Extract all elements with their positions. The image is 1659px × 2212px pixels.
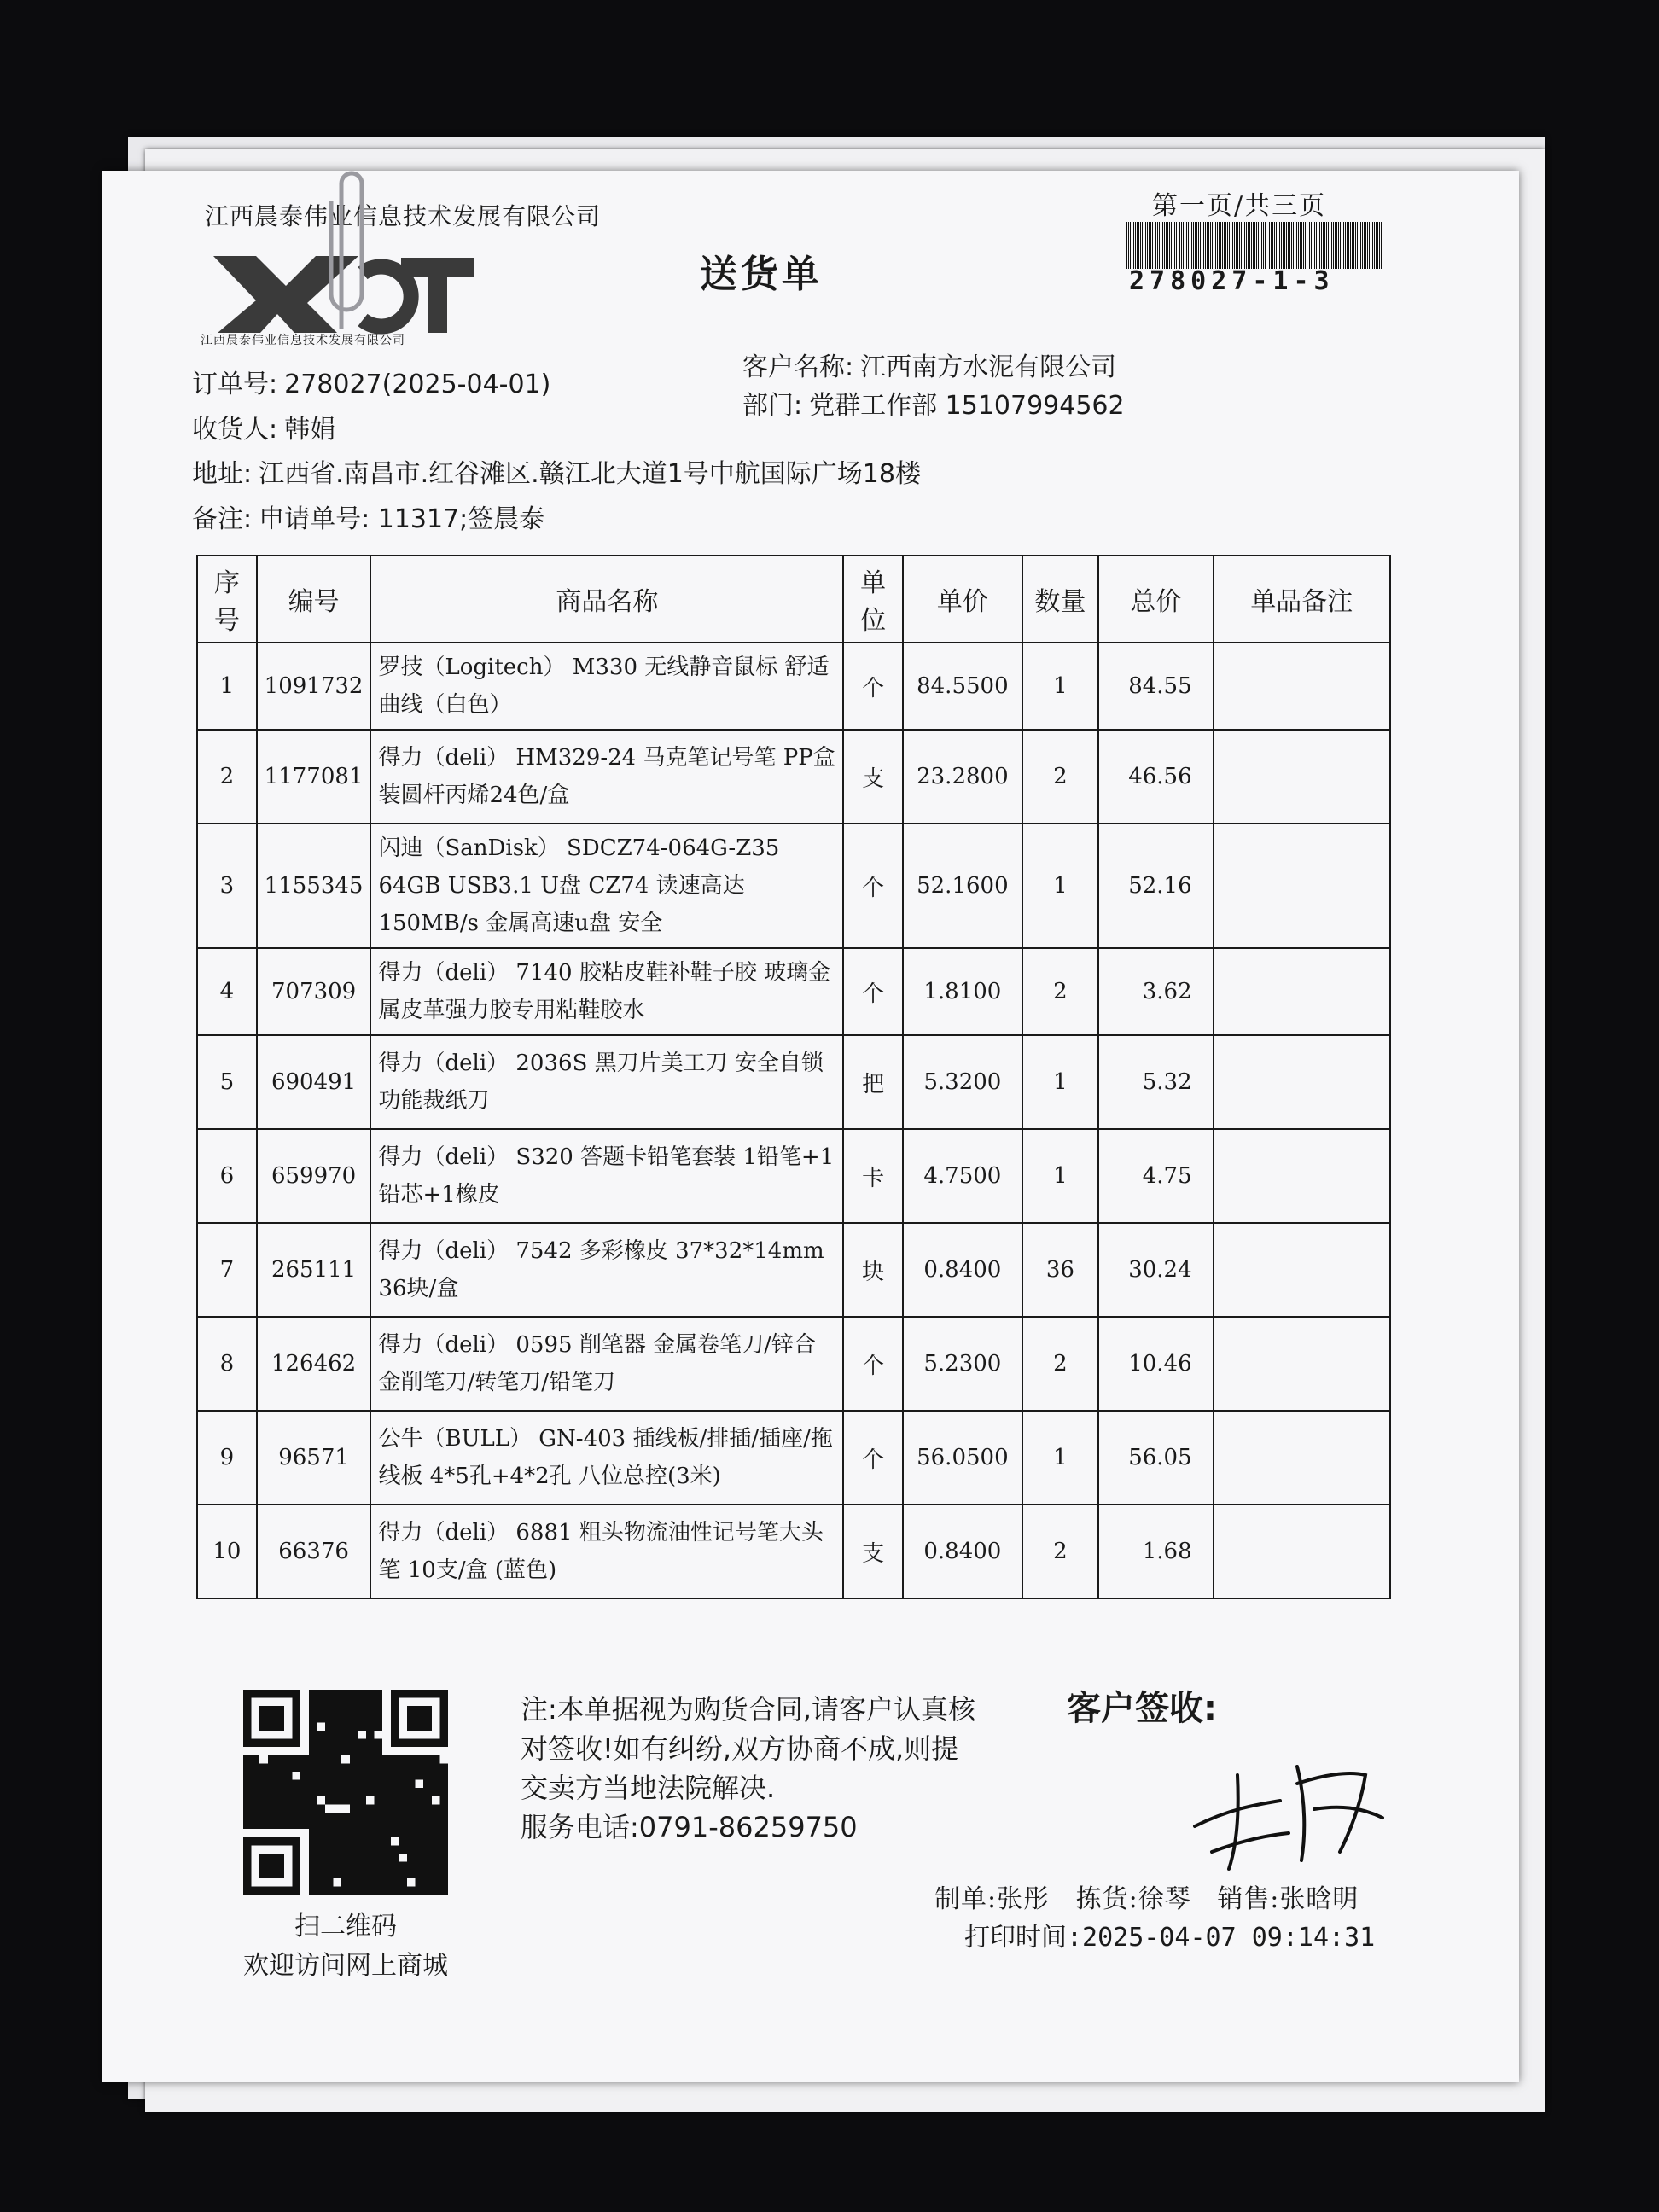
cell-qty: 2: [1022, 1505, 1098, 1598]
cell-price: 0.8400: [903, 1223, 1022, 1317]
service-phone: 服务电话:0791-86259750: [521, 1811, 858, 1843]
cell-name: 公牛（BULL） GN-403 插线板/排插/插座/拖线板 4*5孔+4*2孔 八位总控(3米): [370, 1411, 843, 1505]
cell-no: 1: [197, 643, 257, 730]
cell-unit: 支: [843, 1505, 903, 1598]
cell-unit: 个: [843, 948, 903, 1035]
cell-code: 1155345: [257, 824, 371, 948]
cell-total: 56.05: [1098, 1411, 1214, 1505]
cell-remark: [1214, 643, 1390, 730]
cell-name: 得力（deli） 6881 粗头物流油性记号笔大头笔 10支/盒 (蓝色): [370, 1505, 843, 1598]
cell-price: 23.2800: [903, 730, 1022, 824]
cell-price: 84.5500: [903, 643, 1022, 730]
cell-name: 得力（deli） 0595 削笔器 金属卷笔刀/锌合金削笔刀/转笔刀/铅笔刀: [370, 1317, 843, 1411]
picker: 拣货:徐琴: [1075, 1884, 1191, 1914]
header-price: 单价: [903, 556, 1022, 643]
cell-qty: 1: [1022, 824, 1098, 948]
paper-clip: [316, 166, 367, 337]
cell-price: 52.1600: [903, 824, 1022, 948]
cell-qty: 2: [1022, 1317, 1098, 1411]
customer-signature: [1178, 1724, 1400, 1895]
cell-no: 5: [197, 1035, 257, 1129]
cell-name: 得力（deli） 7542 多彩橡皮 37*32*14mm 36块/盒: [370, 1223, 843, 1317]
order-number: 订单号: 278027(2025-04-01): [192, 370, 551, 399]
cell-unit: 把: [843, 1035, 903, 1129]
remark: 备注: 申请单号: 11317;签晨泰: [192, 504, 545, 534]
table-row: [197, 1035, 1390, 1129]
cell-remark: [1214, 1035, 1390, 1129]
company-name: 江西晨泰伟业信息技术发展有限公司: [205, 202, 602, 230]
table-row: [197, 643, 1390, 730]
cell-code: 659970: [257, 1129, 371, 1223]
document-title: 送货单: [700, 253, 823, 296]
cell-code: 126462: [257, 1317, 371, 1411]
delivery-note: [102, 171, 1519, 2082]
contract-note: 注:本单据视为购货合同,请客户认真核 对签收!如有纠纷,双方协商不成,则提 交卖方当地法院解决. 服务电话:0791-86259750: [521, 1690, 1016, 1847]
cell-remark: [1214, 1411, 1390, 1505]
cell-no: 3: [197, 824, 257, 948]
cell-price: 4.7500: [903, 1129, 1022, 1223]
header-code: 编号: [257, 556, 371, 643]
cell-code: 690491: [257, 1035, 371, 1129]
cell-name: 罗技（Logitech） M330 无线静音鼠标 舒适曲线（白色）: [370, 643, 843, 730]
cell-no: 8: [197, 1317, 257, 1411]
qr-code: [243, 1690, 448, 1895]
cell-code: 265111: [257, 1223, 371, 1317]
cell-code: 66376: [257, 1505, 371, 1598]
cell-name: 得力（deli） 2036S 黑刀片美工刀 安全自锁功能裁纸刀: [370, 1035, 843, 1129]
barcode: [1126, 222, 1382, 269]
cell-qty: 2: [1022, 948, 1098, 1035]
cell-name: 得力（deli） HM329-24 马克笔记号笔 PP盒装圆杆丙烯24色/盒: [370, 730, 843, 824]
cell-qty: 1: [1022, 1035, 1098, 1129]
table-row: [197, 730, 1390, 824]
cell-unit: 块: [843, 1223, 903, 1317]
staff-line: [934, 1877, 1376, 1915]
receiver: 收货人: 韩娟: [192, 415, 336, 445]
table-row: [197, 948, 1390, 1035]
cell-no: 2: [197, 730, 257, 824]
cell-unit: 个: [843, 824, 903, 948]
department: 部门: 党群工作部 15107994562: [742, 391, 1125, 421]
table-row: [197, 1317, 1390, 1411]
cell-total: 84.55: [1098, 643, 1214, 730]
cell-unit: 个: [843, 643, 903, 730]
cell-remark: [1214, 948, 1390, 1035]
cell-remark: [1214, 824, 1390, 948]
cell-qty: 1: [1022, 643, 1098, 730]
cell-total: 52.16: [1098, 824, 1214, 948]
cell-remark: [1214, 1317, 1390, 1411]
cell-total: 4.75: [1098, 1129, 1214, 1223]
cell-price: 0.8400: [903, 1505, 1022, 1598]
cell-total: 1.68: [1098, 1505, 1214, 1598]
table-row: [197, 1505, 1390, 1598]
address: 地址: 江西省.南昌市.红谷滩区.赣江北大道1号中航国际广场18楼: [192, 459, 921, 489]
table-row: [197, 1411, 1390, 1505]
cell-unit: 个: [843, 1411, 903, 1505]
barcode-number: 278027-1-3: [1129, 266, 1335, 296]
cell-no: 7: [197, 1223, 257, 1317]
cell-code: 707309: [257, 948, 371, 1035]
header-no: 序号: [197, 556, 257, 643]
page-indicator: 第一页/共三页: [1152, 191, 1327, 221]
cell-code: 96571: [257, 1411, 371, 1505]
cell-no: 4: [197, 948, 257, 1035]
header-unit: 单位: [843, 556, 903, 643]
header-name: 商品名称: [370, 556, 843, 643]
table-row: [197, 824, 1390, 948]
cell-qty: 1: [1022, 1411, 1098, 1505]
cell-code: 1177081: [257, 730, 371, 824]
cell-no: 9: [197, 1411, 257, 1505]
cell-price: 1.8100: [903, 948, 1022, 1035]
maker: 制单:张彤: [934, 1884, 1051, 1914]
cell-remark: [1214, 1129, 1390, 1223]
cell-total: 5.32: [1098, 1035, 1214, 1129]
cell-name: 闪迪（SanDisk） SDCZ74-064G-Z35 64GB USB3.1 U盘 CZ74 读速高达150MB/s 金属高速u盘 安全: [370, 824, 843, 948]
cell-total: 10.46: [1098, 1317, 1214, 1411]
cell-price: 5.3200: [903, 1035, 1022, 1129]
table-row: [197, 1129, 1390, 1223]
table-header-row: [197, 556, 1390, 643]
sales: 销售:张晗明: [1217, 1884, 1359, 1914]
cell-remark: [1214, 1223, 1390, 1317]
cell-unit: 卡: [843, 1129, 903, 1223]
header-total: 总价: [1098, 556, 1214, 643]
logo-caption: 江西晨泰伟业信息技术发展有限公司: [201, 334, 405, 347]
items-table: [196, 555, 1391, 1599]
cell-price: 5.2300: [903, 1317, 1022, 1411]
print-time: 打印时间:2025-04-07 09:14:31: [964, 1923, 1376, 1953]
qr-caption: 扫二维码 欢迎访问网上商城: [243, 1912, 448, 1981]
customer-name: 客户名称: 江西南方水泥有限公司: [742, 352, 1117, 382]
cell-unit: 个: [843, 1317, 903, 1411]
cell-remark: [1214, 1505, 1390, 1598]
cell-no: 6: [197, 1129, 257, 1223]
cell-name: 得力（deli） 7140 胶粘皮鞋补鞋子胶 玻璃金属皮革强力胶专用粘鞋胶水: [370, 948, 843, 1035]
cell-price: 56.0500: [903, 1411, 1022, 1505]
header-remark: 单品备注: [1214, 556, 1390, 643]
customer-sign-label: 客户签收:: [1067, 1689, 1217, 1728]
cell-total: 3.62: [1098, 948, 1214, 1035]
cell-remark: [1214, 730, 1390, 824]
cell-unit: 支: [843, 730, 903, 824]
table-row: [197, 1223, 1390, 1317]
cell-total: 46.56: [1098, 730, 1214, 824]
cell-total: 30.24: [1098, 1223, 1214, 1317]
cell-qty: 36: [1022, 1223, 1098, 1317]
cell-code: 1091732: [257, 643, 371, 730]
cell-no: 10: [197, 1505, 257, 1598]
cell-qty: 2: [1022, 730, 1098, 824]
cell-name: 得力（deli） S320 答题卡铅笔套装 1铅笔+1铅芯+1橡皮: [370, 1129, 843, 1223]
header-qty: 数量: [1022, 556, 1098, 643]
cell-qty: 1: [1022, 1129, 1098, 1223]
